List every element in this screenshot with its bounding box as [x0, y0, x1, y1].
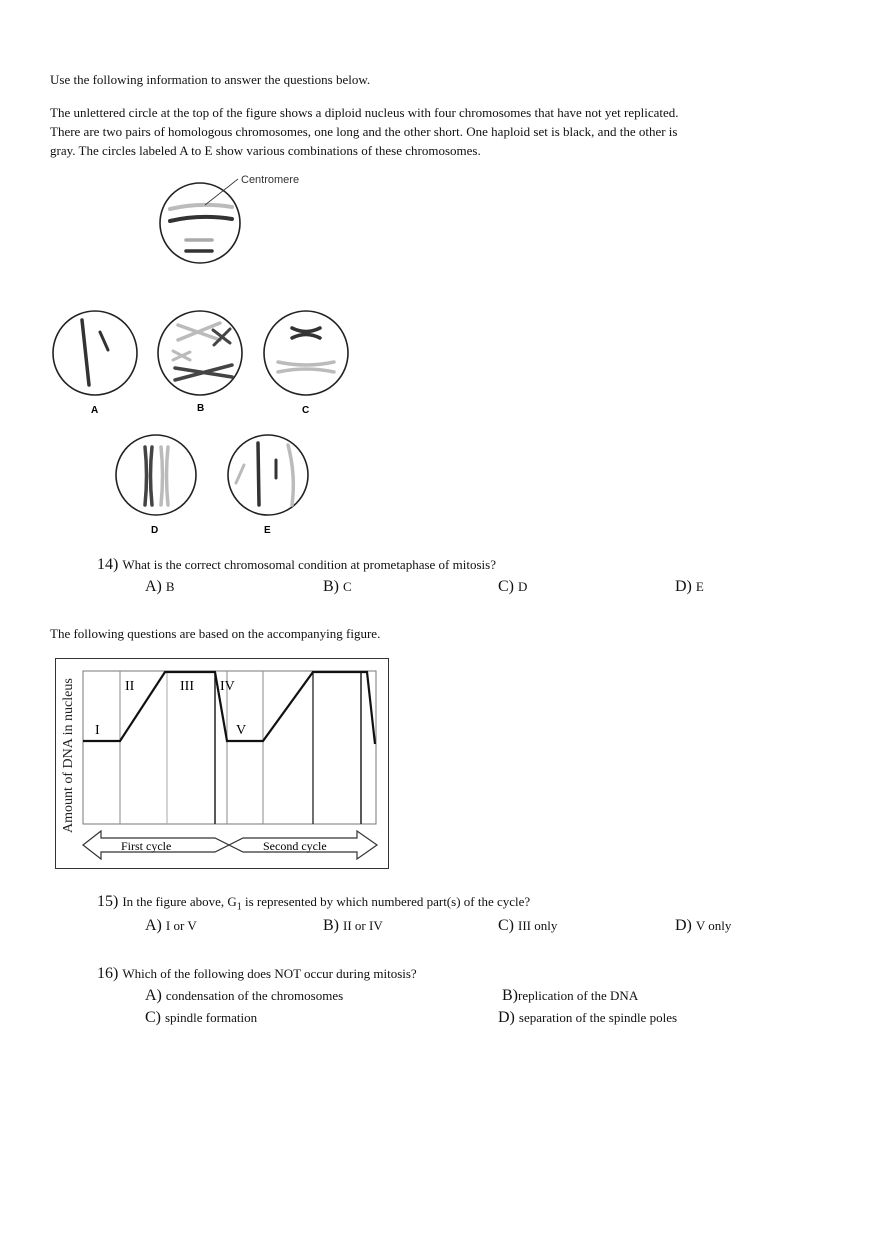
option-text: spindle formation — [165, 1010, 258, 1025]
intro-para-line-2: There are two pairs of homologous chromosomes, one long and the other short. One haploid set is black, and the other is — [50, 124, 678, 139]
region-label-ii: II — [125, 679, 135, 694]
q14-option-a[interactable] — [145, 578, 175, 596]
dna-cycle-figure — [55, 658, 391, 870]
question-text — [122, 894, 531, 913]
option-text: D — [518, 579, 528, 594]
first-cycle-label: First cycle — [121, 839, 172, 853]
circle-e — [228, 435, 308, 515]
region-label-v: V — [236, 723, 247, 738]
q14-option-d[interactable] — [675, 578, 704, 596]
option-letter: B) — [502, 987, 518, 1004]
circle-label-d: D — [151, 525, 159, 536]
option-letter: C) — [498, 578, 514, 595]
option-text: V only — [695, 918, 732, 933]
circle-label-e: E — [264, 525, 271, 536]
region-label-i: I — [95, 723, 100, 738]
q16-option-c[interactable] — [145, 1009, 257, 1027]
intro-para-line-1: The unlettered circle at the top of the figure shows a diploid nucleus with four chromosomes that have not yet replicated. — [50, 105, 679, 120]
option-letter: D) — [675, 578, 692, 595]
region-label-iv: IV — [220, 679, 235, 694]
circle-c — [264, 311, 348, 395]
option-letter: C) — [145, 1009, 161, 1026]
option-letter: D) — [675, 917, 692, 934]
circle-d — [116, 435, 196, 515]
circle-b — [158, 311, 242, 395]
option-text: condensation of the chromosomes — [165, 988, 344, 1003]
question-text: What is the correct chromosomal condition at prometaphase of mitosis? — [122, 557, 496, 572]
diploid-nucleus-circle — [160, 179, 240, 263]
circle-label-a: A — [91, 405, 99, 416]
question-16 — [97, 965, 417, 983]
option-letter: A) — [145, 917, 162, 934]
question-15 — [97, 893, 530, 913]
option-letter: C) — [498, 917, 514, 934]
option-text: separation of the spindle poles — [518, 1010, 678, 1025]
q16-option-a[interactable] — [145, 987, 343, 1005]
option-letter: D) — [498, 1009, 515, 1026]
question-number: 14) — [97, 556, 119, 573]
q14-option-c[interactable] — [498, 578, 527, 596]
circle-label-c: C — [302, 405, 310, 416]
question-number: 16) — [97, 965, 119, 982]
second-cycle-label: Second cycle — [263, 839, 327, 853]
option-letter: A) — [145, 578, 162, 595]
option-letter: B) — [323, 578, 339, 595]
option-text: replication of the DNA — [518, 988, 639, 1003]
question-14 — [97, 556, 496, 574]
option-text: E — [695, 579, 704, 594]
question-text-pre: In the figure above, G — [122, 894, 237, 909]
question-text: Which of the following does NOT occur during mitosis? — [122, 966, 417, 981]
q16-option-d[interactable] — [498, 1009, 677, 1027]
option-text: C — [343, 579, 352, 594]
intro-para-line-3: gray. The circles labeled A to E show various combinations of these chromosomes. — [50, 143, 481, 158]
q15-option-b[interactable] — [323, 917, 383, 935]
q15-option-d[interactable] — [675, 917, 731, 935]
q15-option-a[interactable] — [145, 917, 197, 935]
centromere-label: Centromere — [241, 174, 300, 186]
question-number: 15) — [97, 893, 119, 910]
option-text: B — [165, 579, 175, 594]
subscript: 1 — [236, 901, 242, 913]
q15-option-c[interactable] — [498, 917, 557, 935]
q14-option-b[interactable] — [323, 578, 352, 596]
option-text: II or IV — [343, 918, 383, 933]
circle-a — [53, 311, 137, 395]
question-text-post: is represented by which numbered part(s) of the cycle? — [241, 894, 531, 909]
option-text: I or V — [165, 918, 197, 933]
y-axis-label: Amount of DNA in nucleus — [61, 678, 76, 833]
chromosome-figure — [0, 165, 380, 545]
circle-label-b: B — [197, 403, 205, 414]
figure-intro-text: The following questions are based on the accompanying figure. — [50, 626, 381, 641]
option-letter: A) — [145, 987, 162, 1004]
q16-option-b[interactable] — [502, 987, 638, 1005]
option-text: III only — [518, 918, 558, 933]
option-letter: B) — [323, 917, 339, 934]
region-label-iii: III — [180, 679, 194, 694]
intro-line: Use the following information to answer the questions below. — [50, 72, 371, 87]
